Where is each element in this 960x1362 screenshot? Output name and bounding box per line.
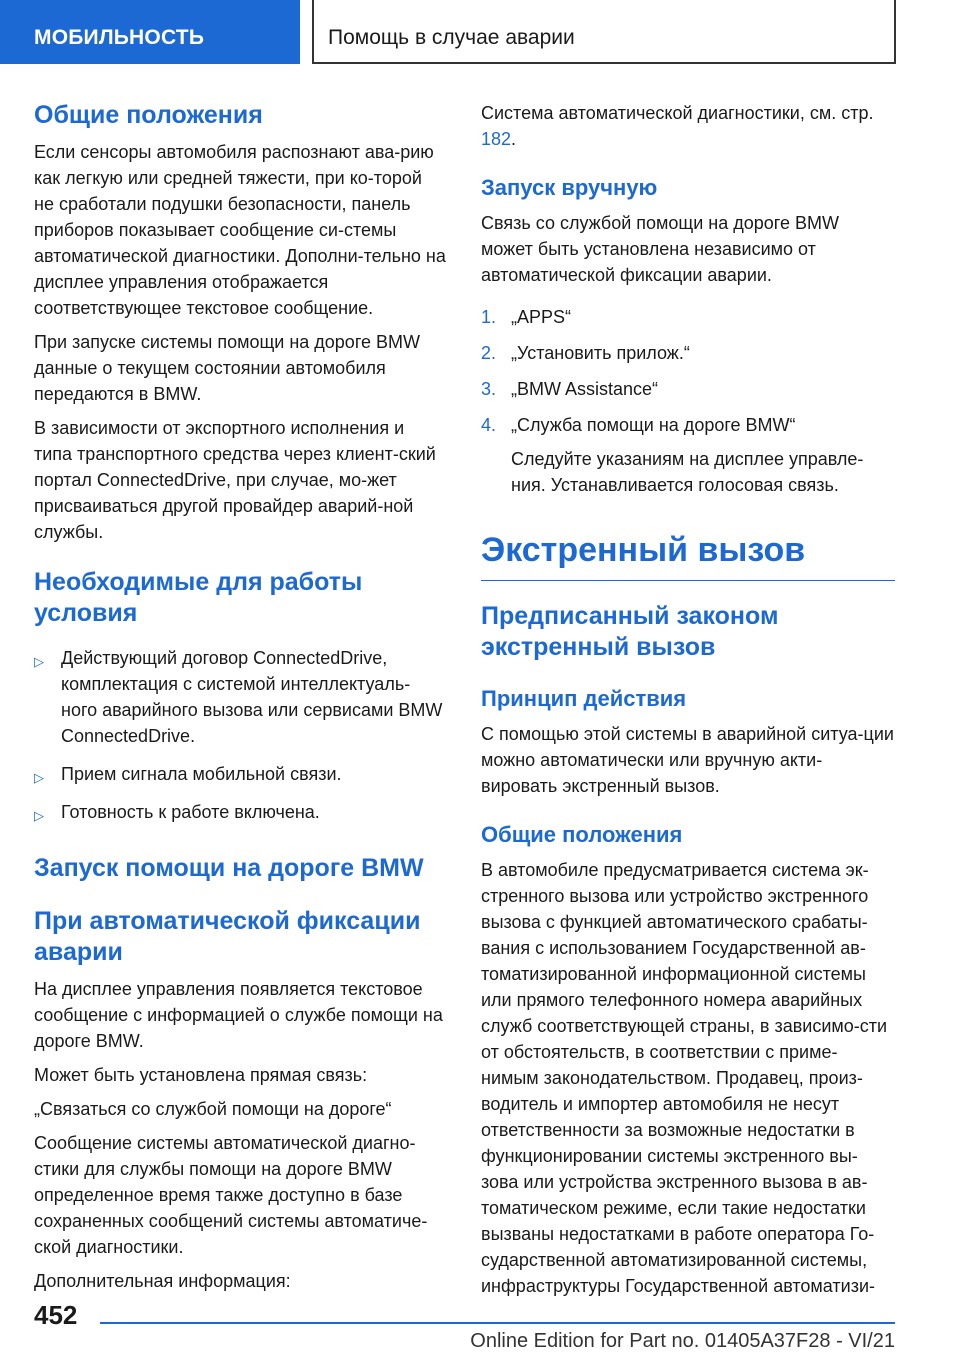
section-tab bbox=[0, 0, 300, 64]
heading-manual: Запуск вручную bbox=[481, 175, 658, 200]
paragraph-manual: Связь со службой помощи на дороге BMW может быть установлена независимо от автоматической фиксации аварии. bbox=[481, 213, 839, 285]
paragraph-depend: В зависимости от экспортного исполнения и типа транспортного средства через клиент-ский портал ConnectedDrive, при случае, мо-жет присваиваться другой провайдер аварий-ной службы. bbox=[34, 418, 436, 542]
paragraph-direct: Может быть установлена прямая связь: bbox=[34, 1065, 368, 1085]
list-item: 3. „BMW Assistance“ bbox=[481, 379, 659, 399]
heading-general: Общие положения bbox=[34, 101, 263, 129]
list-item: 4. „Служба помощи на дороге BMW“ Следуйте указаниям на дисплее управле-ния. Устанавливается голосовая связь. bbox=[481, 415, 864, 495]
list-item: ▷ Прием сигнала мобильной связи. bbox=[34, 761, 446, 787]
paragraph-general: Если сенсоры автомобиля распознают ава-рию как легкую или средней тяжести, при ко-торой не сработали подушки безопасности, панель приборов показывает сообщение си-стемы автоматической диагностики. Дополни-тельно на дисплее управления отображается соответствующее текстовое сообщение. bbox=[34, 142, 446, 318]
heading-general-2: Общие положения bbox=[481, 822, 683, 847]
step-4-detail: Следуйте указаниям на дисплее управле-ния. Устанавливается голосовая связь. bbox=[511, 449, 864, 495]
conditions-list bbox=[34, 645, 446, 825]
paragraph-principle: С помощью этой системы в аварийной ситуа-ции можно автоматически или вручную акти-вировать экстренный вызов. bbox=[481, 724, 894, 796]
paragraph-message: Сообщение системы автоматической диагно-стики для службы помощи на дороге BMW определенное время также доступно в базе сохраненных сообщений системы автоматиче-ской диагностики. bbox=[34, 1133, 428, 1257]
triangle-bullet-icon: ▷ bbox=[34, 770, 44, 785]
right-column bbox=[481, 100, 895, 1299]
footer-divider bbox=[100, 1322, 895, 1324]
chapter-title: Помощь в случае аварии bbox=[328, 26, 575, 49]
section-title: МОБИЛЬНОСТЬ bbox=[34, 26, 205, 49]
left-column bbox=[34, 100, 446, 1294]
paragraph-reference: Система автоматической диагностики, см. стр. 182. bbox=[481, 103, 874, 149]
steps-list bbox=[481, 304, 895, 498]
heading-emergency-call: Экстренный вызов bbox=[481, 530, 895, 581]
heading-prescribed: Предписанный законом экстренный вызов bbox=[481, 602, 779, 661]
list-item: 2. „Установить прилож.“ bbox=[481, 343, 690, 363]
list-item: 1. „APPS“ bbox=[481, 307, 572, 327]
triangle-bullet-icon: ▷ bbox=[34, 808, 44, 823]
list-item: ▷ Действующий договор ConnectedDrive, комплектация с системой интеллектуаль-ного аварийного вызова или сервисами BMW ConnectedDrive. bbox=[34, 648, 443, 746]
page-number: 452 bbox=[34, 1300, 78, 1330]
paragraph-auto: На дисплее управления появляется текстовое сообщение с информацией о службе помощи на дороге BMW. bbox=[34, 979, 443, 1051]
triangle-bullet-icon: ▷ bbox=[34, 654, 44, 669]
paragraph-start: При запуске системы помощи на дороге BMW данные о текущем состоянии автомобиля передаются в BMW. bbox=[34, 332, 420, 404]
heading-launch: Запуск помощи на дороге BMW bbox=[34, 854, 424, 882]
chapter-header bbox=[312, 0, 896, 64]
paragraph-general-2: В автомобиле предусматривается система эк-стренного вызова или устройство экстренного вызова с функцией автоматического срабаты-вания с использованием Государственной ав-томатизированной информационной системы или прямого телефонного номера аварийных служб соответствующей страны, в зависимо-сти от обстоятельств, в соответствии с приме-нимым законодательством. Продавец, произ-водитель и импортер автомобиля не несут ответственности за возможные недостатки в функционировании системы экстренного вы-зова или устройства экстренного вызова в ав-томатическом режиме, если такие недостатки вызваны недостатками в работе оператора Го-сударственной автоматизированной системы, инфраструктуры Государственной автоматизи- bbox=[481, 860, 888, 1296]
edition-note: Online Edition for Part no. 01405A37F28 - VI/21 bbox=[470, 1330, 895, 1352]
heading-principle: Принцип действия bbox=[481, 686, 687, 711]
heading-auto: При автоматической фиксации аварии bbox=[34, 907, 421, 966]
paragraph-quote: „Связаться со службой помощи на дороге“ bbox=[34, 1099, 392, 1119]
heading-conditions: Необходимые для работы условия bbox=[34, 568, 363, 627]
list-item: ▷ Готовность к работе включена. bbox=[34, 799, 446, 825]
paragraph-more-info: Дополнительная информация: bbox=[34, 1271, 291, 1291]
page-link[interactable]: 182 bbox=[481, 129, 512, 149]
